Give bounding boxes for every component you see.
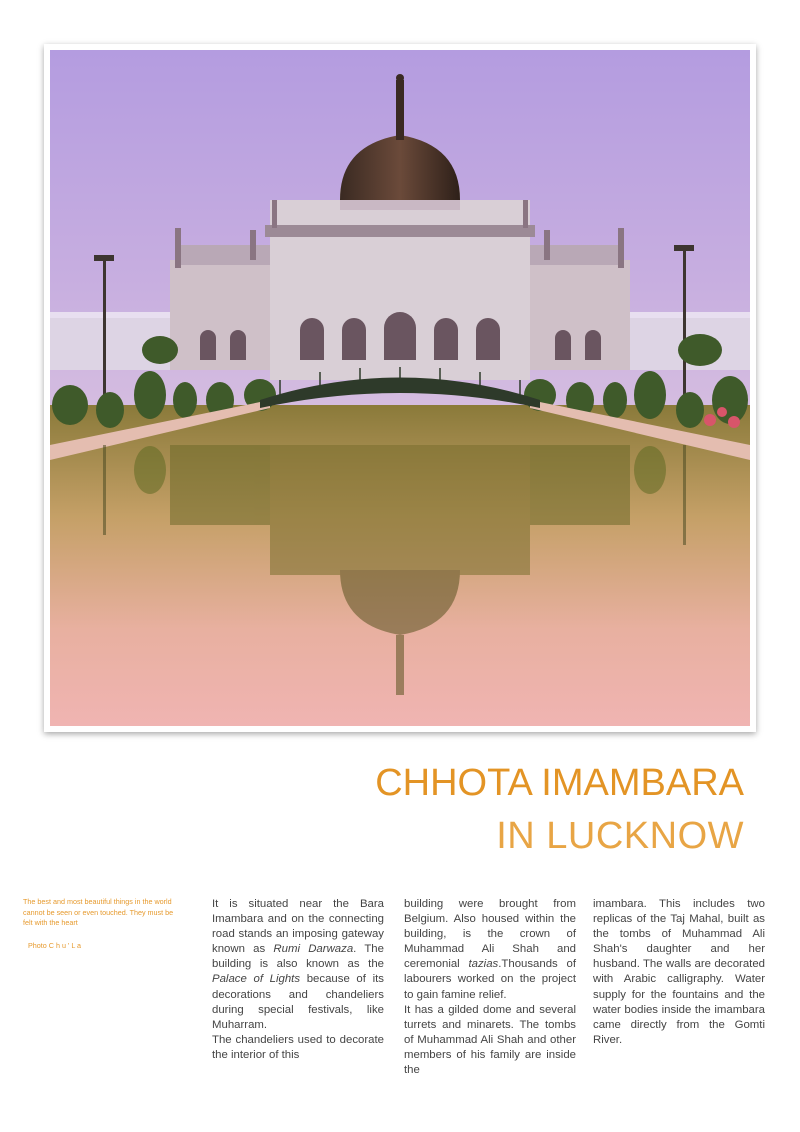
- article-subtitle: IN LUCKNOW: [496, 815, 744, 857]
- body-column-2: [404, 897, 576, 1078]
- pull-quote: The best and most beautiful things in the world cannot be seen or even touched. They must be felt with the heart: [23, 897, 174, 927]
- paragraph: It is situated near the Bara Imambara and on the connecting road stands an imposing gateway known as Rumi Darwaza. The building is also known as the Palace of Lights because of its decorations and chandeliers during special festivals, like Muharram.: [212, 898, 384, 1031]
- photo-credit: Photo C h u ' L a: [28, 941, 82, 950]
- paragraph: imambara. This includes two replicas of the Taj Mahal, built as the tombs of Muhammad Ali Shah's daughter and her husband. The walls are decorated with Arabic calligraphy. Water supply for the fountains and the water bodies inside the imambara came directly from the Gomti River.: [593, 898, 765, 1046]
- paragraph: The chandeliers used to decorate the interior of this: [212, 1033, 384, 1061]
- photo-frame: [44, 44, 756, 732]
- body-column-3: [593, 897, 765, 1048]
- paragraph: It has a gilded dome and several turrets and minarets. The tombs of Muhammad Ali Shah and other members of his family are inside the: [404, 1003, 576, 1077]
- chhota-imambara-photo: [50, 50, 750, 726]
- body-column-1: [212, 897, 384, 1063]
- article-title: CHHOTA IMAMBARA: [375, 762, 744, 804]
- paragraph: building were brought from Belgium. Also housed within the building, is the crown of Muhammad Ali Shah and ceremonial tazias.Thousands of labourers worked on the project to gain famine relief.: [404, 898, 576, 1001]
